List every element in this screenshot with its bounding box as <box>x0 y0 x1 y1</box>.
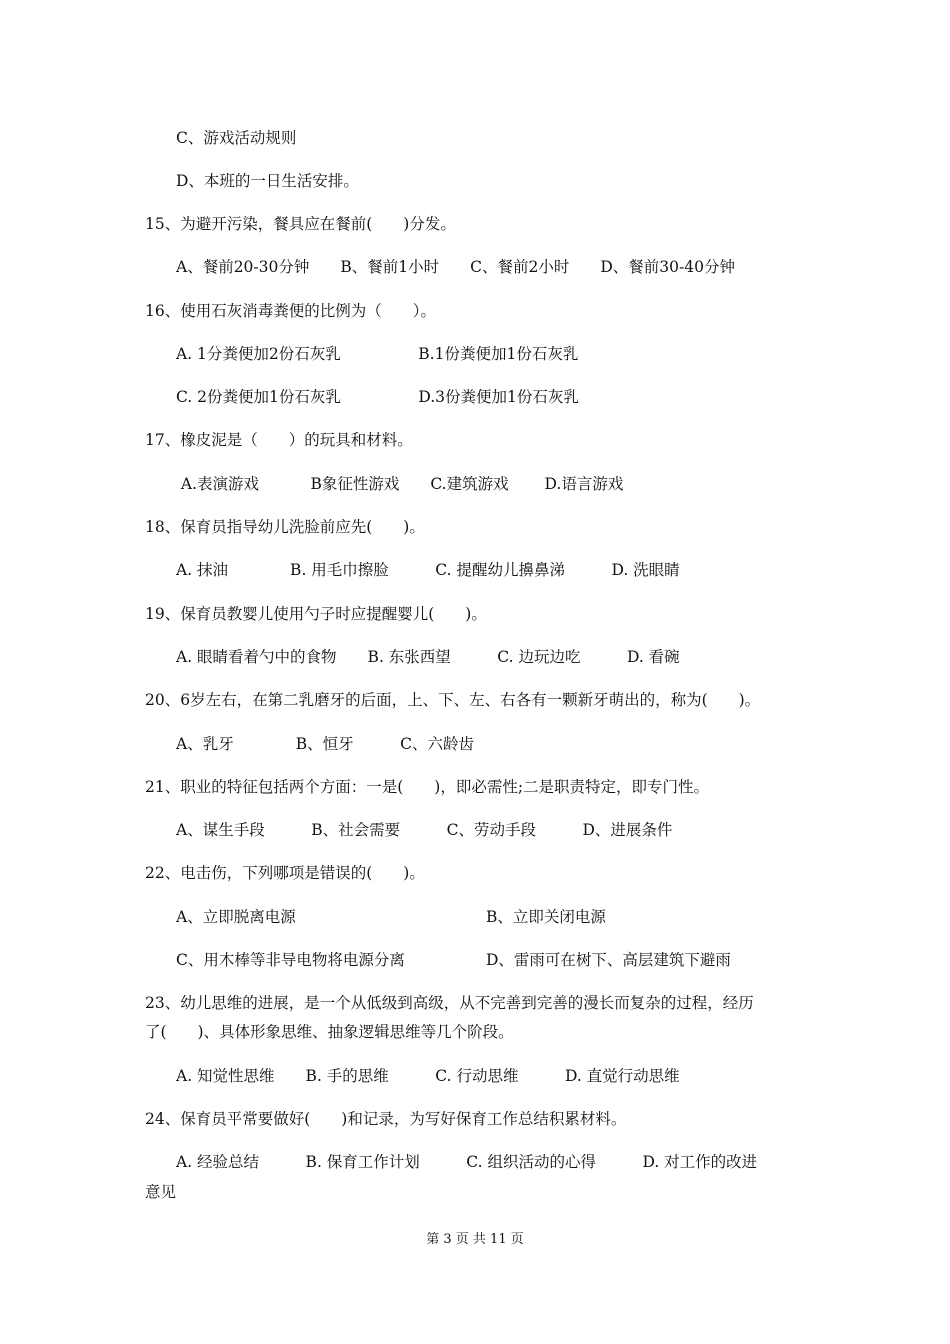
question-15: 15、为避开污染，餐具应在餐前( )分发。 <box>145 215 456 233</box>
question-24-options: A. 经验总结 B. 保育工作计划 C. 组织活动的心得 D. 对工作的改进 <box>176 1153 758 1171</box>
question-23: 23、幼儿思维的进展，是一个从低级到高级，从不完善到完善的漫长而复杂的过程，经历 <box>145 994 754 1012</box>
question-19: 19、保育员教婴儿使用勺子时应提醒婴儿( )。 <box>145 605 487 623</box>
question-18-options: A. 抹油 B. 用毛巾擦脸 C. 提醒幼儿擤鼻涕 D. 洗眼睛 <box>176 561 680 579</box>
question-22-option-d: D、雷雨可在树下、高层建筑下避雨 <box>486 951 731 969</box>
option-d: D、本班的一日生活安排。 <box>176 172 359 190</box>
question-17: 17、橡皮泥是（ ）的玩具和材料。 <box>145 431 413 449</box>
question-16-options-cd: C. 2份粪便加1份石灰乳 D.3份粪便加1份石灰乳 <box>176 388 579 406</box>
question-24: 24、保育员平常要做好( )和记录，为写好保育工作总结积累材料。 <box>145 1110 627 1128</box>
question-22-option-a: A、立即脱离电源 <box>176 908 296 926</box>
question-24-options-continued: 意见 <box>145 1183 177 1201</box>
question-22-option-b: B、立即关闭电源 <box>486 908 606 926</box>
question-19-options: A. 眼睛看着勺中的食物 B. 东张西望 C. 边玩边吃 D. 看碗 <box>176 648 680 666</box>
question-21: 21、职业的特征包括两个方面：一是( )，即必需性;二是职责特定，即专门性。 <box>145 778 710 796</box>
question-18: 18、保育员指导幼儿洗脸前应先( )。 <box>145 518 425 536</box>
question-21-options: A、谋生手段 B、社会需要 C、劳动手段 D、进展条件 <box>176 821 673 839</box>
question-22-option-c: C、用木棒等非导电物将电源分离 <box>176 951 405 969</box>
question-20: 20、6岁左右，在第二乳磨牙的后面，上、下、左、右各有一颗新牙萌出的，称为( )。 <box>145 691 761 709</box>
question-16-options-ab: A. 1分粪便加2份石灰乳 B.1份粪便加1份石灰乳 <box>176 345 579 363</box>
question-23-options: A. 知觉性思维 B. 手的思维 C. 行动思维 D. 直觉行动思维 <box>176 1067 680 1085</box>
option-c: C、游戏活动规则 <box>176 129 297 147</box>
question-17-options: A.表演游戏 B象征性游戏 C.建筑游戏 D.语言游戏 <box>176 475 624 493</box>
page-footer: 第 3 页 共 11 页 <box>426 1232 524 1247</box>
question-20-options: A、乳牙 B、恒牙 C、六龄齿 <box>176 735 474 753</box>
question-15-options: A、餐前20-30分钟 B、餐前1小时 C、餐前2小时 D、餐前30-40分钟 <box>176 258 735 276</box>
question-22: 22、电击伤，下列哪项是错误的( )。 <box>145 864 425 882</box>
question-23-continued: 了( )、具体形象思维、抽象逻辑思维等几个阶段。 <box>145 1023 514 1041</box>
question-16: 16、使用石灰消毒粪便的比例为（ ）。 <box>145 302 436 320</box>
